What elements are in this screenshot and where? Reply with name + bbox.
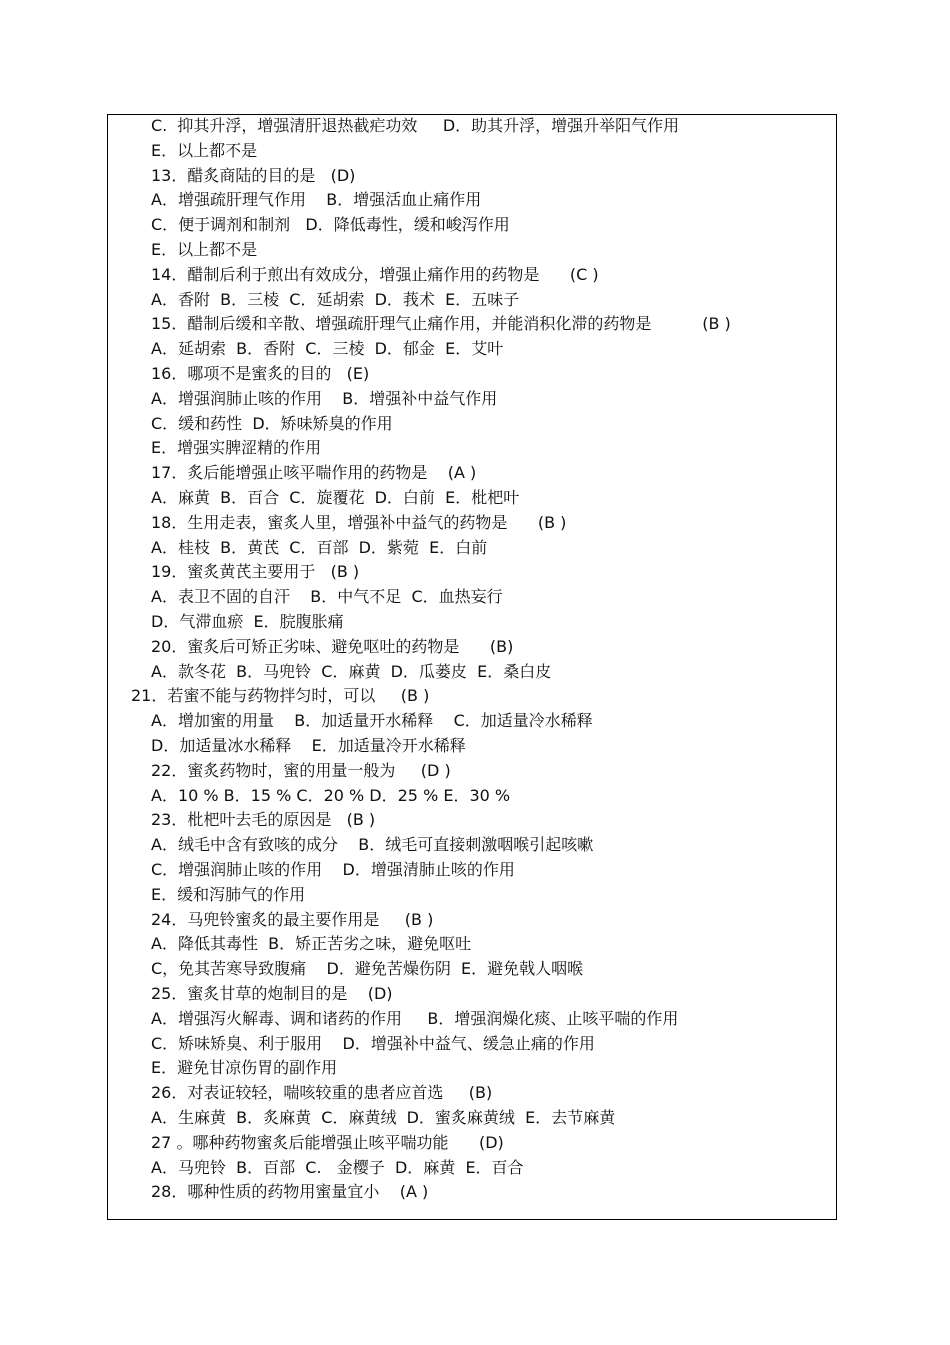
text-line: A．表卫不固的自汗 B．中气不足 C．血热妄行 — [151, 587, 503, 607]
text-line: 15．醋制后缓和辛散、增强疏肝理气止痛作用，并能消积化滞的药物是 (B ) — [151, 314, 731, 334]
text-line: A．增加蜜的用量 B．加适量开水稀释 C．加适量冷水稀释 — [151, 711, 593, 731]
text-line: E．缓和泻肺气的作用 — [151, 884, 306, 904]
text-line: 19．蜜炙黄芪主要用于 (B ) — [151, 562, 360, 582]
text-line: 17．炙后能增强止咳平喘作用的药物是 (A ) — [151, 463, 477, 483]
text-line: E．以上都不是 — [151, 140, 258, 160]
text-line: A．增强润肺止咳的作用 B．增强补中益气作用 — [151, 388, 498, 408]
text-line: E．以上都不是 — [151, 240, 258, 259]
text-line: A．款冬花 B．马兜铃 C．麻黄 D．瓜蒌皮 E．桑白皮 — [151, 661, 552, 681]
text-line: C．便于调剂和制剂 D．降低毒性，缓和峻泻作用 — [151, 215, 510, 235]
text-line: 23．枇杷叶去毛的原因是 (B ) — [151, 810, 376, 830]
text-line: D．加适量冰水稀释 E．加适量冷开水稀释 — [151, 736, 466, 755]
text-line: E．避免甘凉伤胃的副作用 — [151, 1058, 338, 1078]
text-line: A．10 % B．15 % C．20 % D．25 % E．30 % — [151, 785, 511, 805]
text-line: C. 抑其升浮，增强清肝退热截疟功效 D．助其升浮，增强升举阳气作用 — [151, 116, 680, 135]
text-line: A．绒毛中含有致咳的成分 B．绒毛可直接刺激咽喉引起咳嗽 — [151, 835, 594, 855]
text-line: 27 。哪种药物蜜炙后能增强止咳平喘功能 (D) — [151, 1132, 504, 1152]
text-line: 18．生用走表，蜜炙人里，增强补中益气的药物是 (B ) — [151, 512, 567, 532]
text-line: A．增强泻火解毒、调和诸药的作用 B．增强润燥化痰、止咳平喘的作用 — [151, 1008, 679, 1028]
text-line: A．延胡索 B．香附 C．三棱 D．郁金 E．艾叶 — [151, 339, 504, 359]
text-line: A．麻黄 B．百合 C．旋覆花 D．白前 E．枇杷叶 — [151, 488, 520, 507]
text-line: 22．蜜炙药物时，蜜的用量一般为 (D ) — [151, 760, 451, 780]
text-line: A．马兜铃 B．百部 C. 金樱子 D．麻黄 E．百合 — [151, 1157, 524, 1177]
text-line: 16．哪项不是蜜炙的目的 (E) — [151, 364, 370, 383]
text-line: 26．对表证较轻，喘咳较重的患者应首选 (B) — [151, 1083, 493, 1103]
text-line: D．气滞血瘀 E．脘腹胀痛 — [151, 612, 344, 631]
text-line: 21．若蜜不能与药物拌匀时，可以 (B ) — [131, 686, 430, 706]
text-line: 28．哪种性质的药物用蜜量宜小 (A ) — [151, 1182, 429, 1202]
text-line: C．矫味矫臭、利于服用 D．增强补中益气、缓急止痛的作用 — [151, 1033, 595, 1053]
text-line: 24．马兜铃蜜炙的最主要作用是 (B ) — [151, 909, 434, 929]
text-line: C．增强润肺止咳的作用 D．增强清肺止咳的作用 — [151, 860, 515, 879]
text-line: A．增强疏肝理气作用 B．增强活血止痛作用 — [151, 190, 482, 210]
text-line: A．桂枝 B．黄芪 C．百部 D．紫菀 E．白前 — [151, 537, 488, 557]
text-line: 25．蜜炙甘草的炮制目的是 (D) — [151, 984, 393, 1003]
text-line: A．降低其毒性 B．矫正苦劣之味，避免呕吐 — [151, 934, 472, 954]
text-line: A．香附 B．三棱 C．延胡索 D．莪术 E．五味子 — [151, 289, 520, 309]
text-line: A．生麻黄 B．炙麻黄 C．麻黄绒 D．蜜炙麻黄绒 E．去节麻黄 — [151, 1108, 616, 1127]
text-line: C．缓和药性 D．矫味矫臭的作用 — [151, 413, 393, 433]
text-line: C，免其苦寒导致腹痛 D．避免苦燥伤阴 E．避免戟人咽喉 — [151, 959, 584, 979]
text-line: 13．醋炙商陆的目的是 (D) — [151, 165, 356, 185]
text-line: 14．醋制后利于煎出有效成分，增强止痛作用的药物是 (C ) — [151, 264, 599, 284]
text-line: 20．蜜炙后可矫正劣味、避免呕吐的药物是 (B) — [151, 636, 514, 656]
text-line: E．增强实脾涩精的作用 — [151, 438, 322, 458]
